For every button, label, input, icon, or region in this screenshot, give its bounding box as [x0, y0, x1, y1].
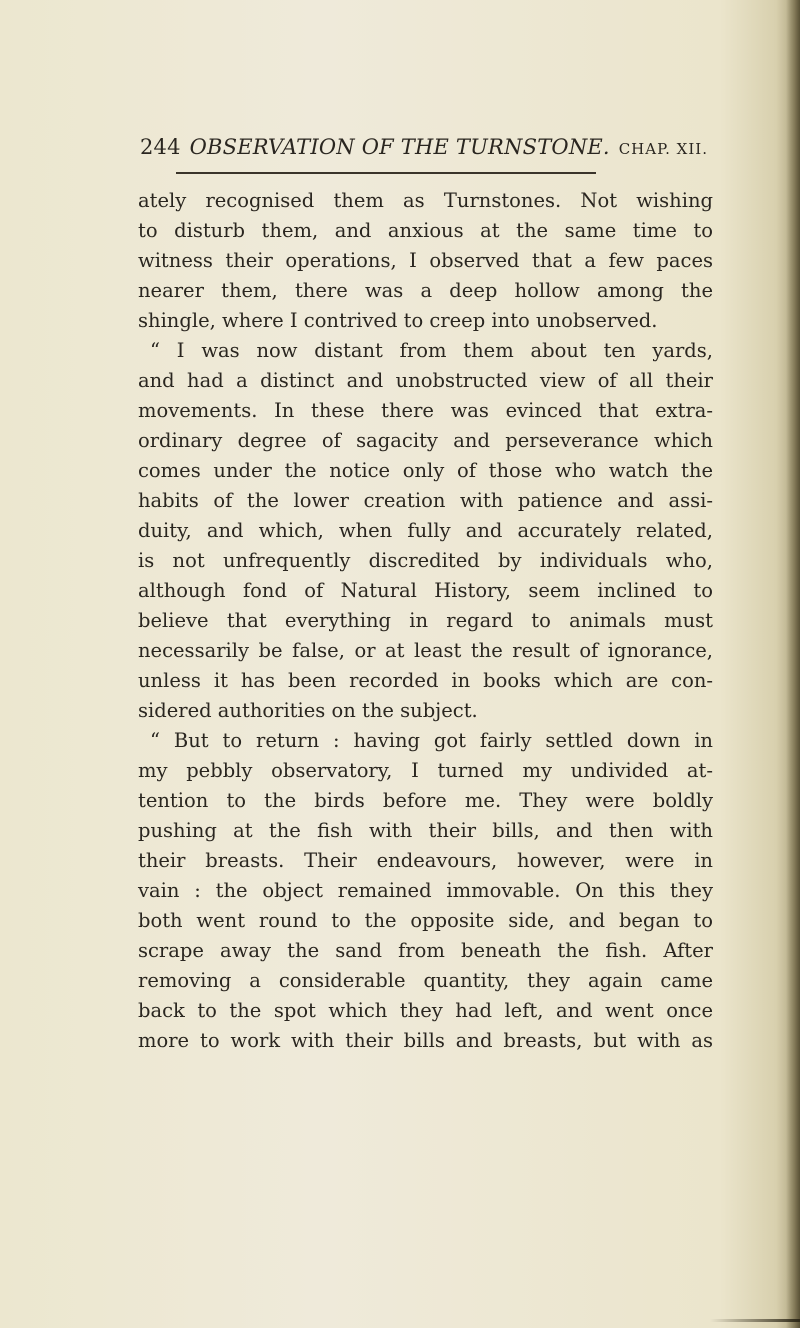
- text-line: removing a considerable quantity, they again came: [138, 969, 713, 992]
- text-line: vain : the object remained immovable. On this they: [138, 879, 713, 902]
- text-line: more to work with their bills and breasts, but with as: [138, 1029, 713, 1052]
- running-title: OBSERVATION OF THE TURNSTONE.: [189, 135, 610, 159]
- text-line: habits of the lower creation with patience and assi-: [138, 489, 713, 512]
- text-line: nearer them, there was a deep hollow among the: [138, 279, 713, 302]
- page-edge-shadow: [786, 0, 800, 1328]
- text-line: necessarily be false, or at least the result of ignorance,: [138, 639, 713, 662]
- text-line: ordinary degree of sagacity and perseverance which: [138, 429, 713, 452]
- text-line: duity, and which, when fully and accurately related,: [138, 519, 713, 542]
- text-line: unless it has been recorded in books which are con-: [138, 669, 713, 692]
- body-text: [138, 186, 713, 1056]
- text-line: witness their operations, I observed that a few paces: [138, 249, 713, 272]
- text-line: to disturb them, and anxious at the same time to: [138, 219, 713, 242]
- text-line: shingle, where I contrived to creep into unobserved.: [138, 309, 658, 332]
- text-line: ately recognised them as Turnstones. Not wishing: [138, 189, 713, 212]
- text-line: although fond of Natural History, seem inclined to: [138, 579, 713, 602]
- text-line: both went round to the opposite side, and began to: [138, 909, 713, 932]
- text-line: “ But to return : having got fairly settled down in: [150, 729, 713, 752]
- text-line: comes under the notice only of those who watch the: [138, 459, 713, 482]
- page-number: 244: [140, 135, 181, 159]
- text-line: tention to the birds before me. They were boldly: [138, 789, 713, 812]
- chapter-label: CHAP. XII.: [618, 140, 708, 158]
- header-rule: [176, 172, 596, 174]
- text-line: believe that everything in regard to animals must: [138, 609, 713, 632]
- text-line: pushing at the fish with their bills, and then with: [138, 819, 713, 842]
- text-line: my pebbly observatory, I turned my undivided at-: [138, 759, 713, 782]
- text-line: back to the spot which they had left, and went once: [138, 999, 713, 1022]
- text-line: scrape away the sand from beneath the fish. After: [138, 939, 713, 962]
- text-line: “ I was now distant from them about ten yards,: [150, 339, 713, 362]
- text-line: and had a distinct and unobstructed view of all their: [138, 369, 713, 392]
- text-line: is not unfrequently discredited by individuals who,: [138, 549, 713, 572]
- text-line: their breasts. Their endeavours, however, were in: [138, 849, 713, 872]
- text-line: movements. In these there was evinced that extra-: [138, 399, 713, 422]
- page-edge-mark: [710, 1319, 800, 1322]
- running-head: [140, 132, 740, 166]
- text-line: sidered authorities on the subject.: [138, 699, 478, 722]
